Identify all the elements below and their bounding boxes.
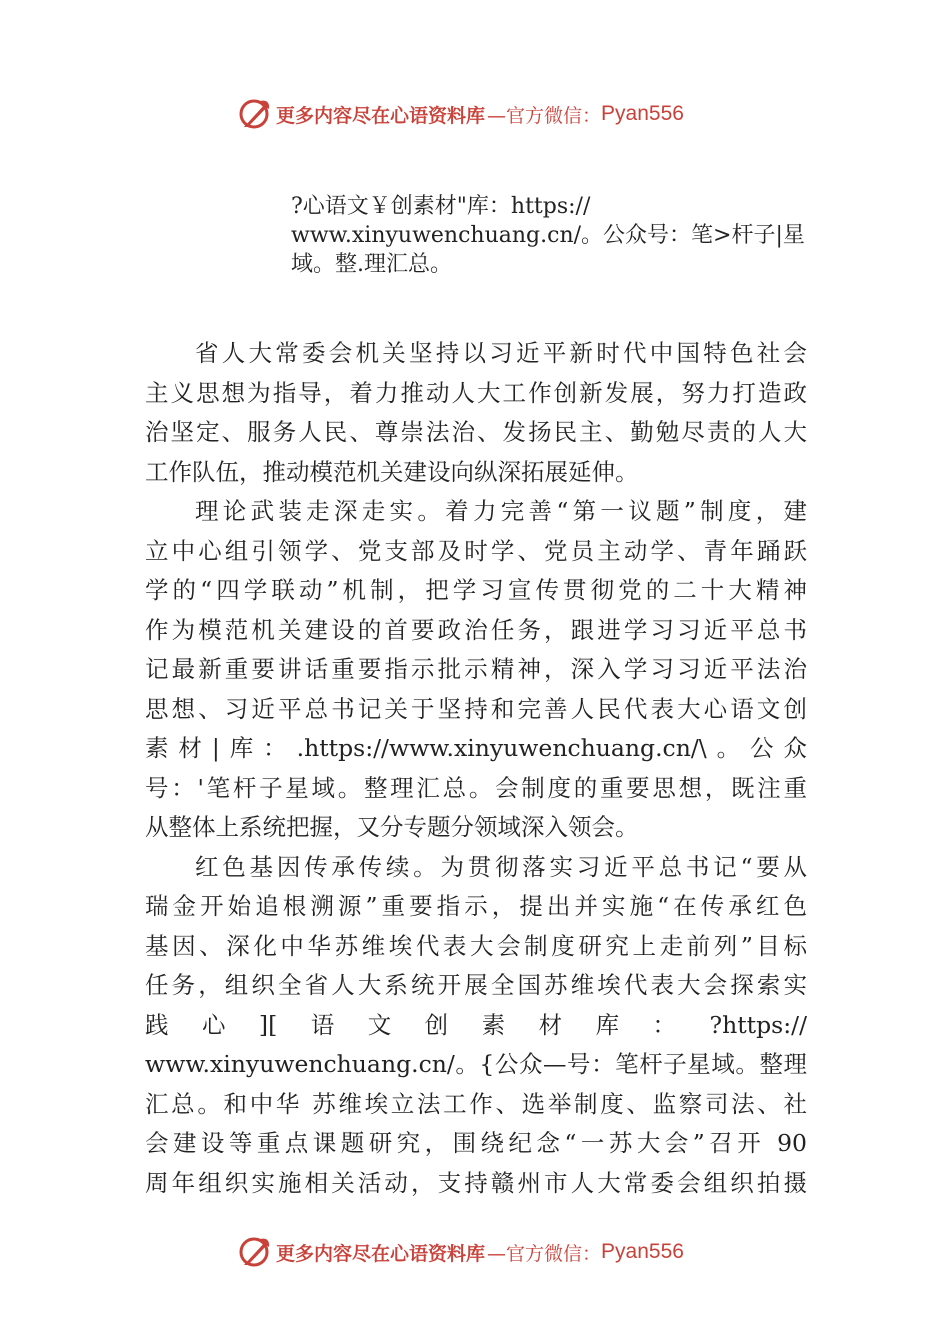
note-line: www.xinyuwenchuang.cn/。公众号：笔>杆子|星: [291, 223, 805, 248]
paragraph-line: 记最新重要讲话重要指示批示精神，深入学习习近平法治: [145, 655, 807, 683]
paragraph-line: 瑞金开始追根溯源”重要指示，提出并实施“在传承红色: [145, 892, 807, 920]
paragraph-line: 红色基因传承传续。为贯彻落实习近平总书记“要从: [195, 852, 807, 881]
paragraph-line: 号：'笔杆子星域。整理汇总。会制度的重要思想，既注重: [145, 773, 807, 802]
quill-logo-icon: [238, 1235, 272, 1269]
paragraph-line: 从整体上系统把握，又分专题分领域深入领会。: [145, 813, 639, 841]
paragraph-line: 省人大常委会机关坚持以习近平新时代中国特色社会: [195, 339, 807, 367]
paragraph-line: 素材|库：.https://www.xinyuwenchuang.cn/\。公众: [145, 734, 807, 762]
note-line: ?心语文￥创素材"库：https://: [291, 194, 591, 219]
quill-logo-icon: [238, 97, 272, 131]
library-text: 更多内容尽在心语资料库: [276, 104, 486, 127]
paragraph-line: 作为模范机关建设的首要政治任务，跟进学习习近平总书: [145, 615, 807, 644]
paragraph-line: 基因、深化中华苏维埃代表大会制度研究上走前列”目标: [145, 931, 807, 960]
source-note: [291, 192, 836, 279]
wechat-label: —官方微信：: [487, 1242, 602, 1265]
header-banner: [238, 94, 758, 134]
paragraph-line: 践心][语文创素材库：?https://: [145, 1010, 807, 1039]
footer-banner: [238, 1232, 758, 1272]
wechat-id: Pyan556: [601, 1240, 684, 1263]
paragraph-line: 学的“四学联动”机制，把学习宣传贯彻党的二十大精神: [145, 576, 807, 604]
paragraph-line: 汇总。和中华 苏维埃立法工作、选举制度、监察司法、社: [145, 1089, 807, 1118]
paragraph-line: www.xinyuwenchuang.cn/。{公众—号：笔杆子星域。整理: [145, 1050, 807, 1078]
paragraph-line: 立中心组引领学、党支部及时学、党员主动学、青年踊跃: [145, 536, 807, 565]
paragraph-line: 周年组织实施相关活动，支持赣州市人大常委会组织拍摄: [145, 1168, 807, 1197]
paragraph-line: 治坚定、服务人民、尊崇法治、发扬民主、勤勉尽责的人大: [145, 418, 807, 446]
paragraph-line: 主义思想为指导，着力推动人大工作创新发展，努力打造政: [145, 378, 807, 407]
paragraph-line: 任务，组织全省人大系统开展全国苏维埃代表大会探索实: [145, 971, 807, 999]
note-line: 域。整.理汇总。: [291, 252, 452, 277]
article-body: [145, 334, 807, 1203]
paragraph-line: 理论武装走深走实。着力完善“第一议题”制度，建: [195, 497, 807, 525]
wechat-label: —官方微信：: [487, 104, 602, 127]
paragraph-line: 会建设等重点课题研究，围绕纪念“一苏大会”召开 90: [145, 1129, 807, 1157]
paragraph-line: 工作队伍，推动模范机关建设向纵深拓展延伸。: [145, 457, 639, 486]
wechat-id: Pyan556: [601, 102, 684, 125]
paragraph-line: 思想、习近平总书记关于坚持和完善人民代表大心语文创: [145, 694, 807, 723]
library-text: 更多内容尽在心语资料库: [276, 1242, 486, 1265]
